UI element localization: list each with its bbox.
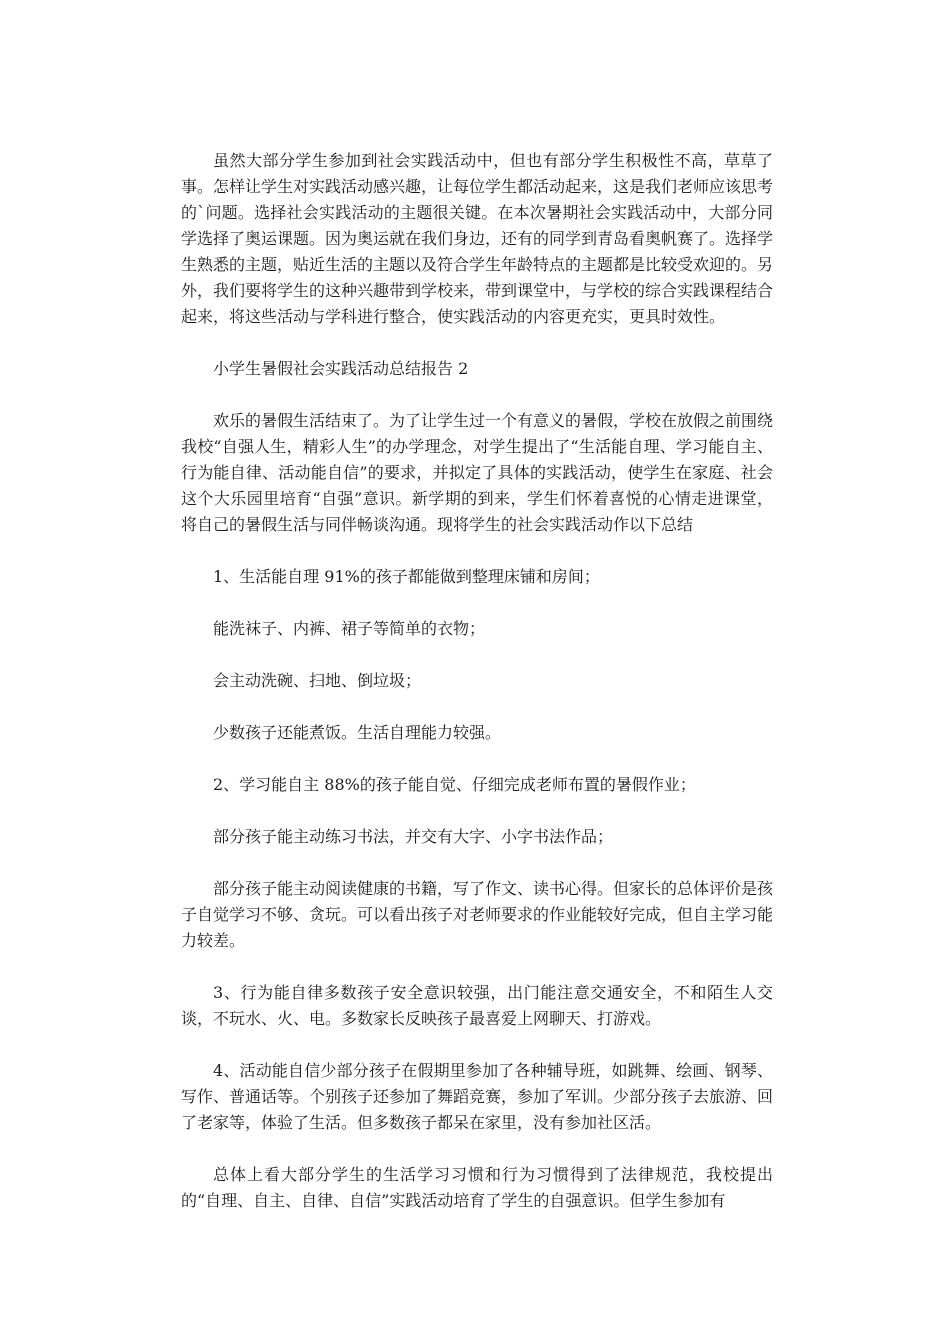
paragraph-intro: 虽然大部分学生参加到社会实践活动中，但也有部分学生积极性不高，草草了事。怎样让学生对实践活动感兴趣，让每位学生都活动起来，这是我们老师应该思考的`问题。选择社会实践活动的主题很关键。在本次暑期社会实践活动中，大部分同学选择了奥运课题。因为奥运就在我们身边，还有的同学到青岛看奥帆赛了。选择学生熟悉的主题，贴近生活的主题以及符合学生年龄特点的主题都是比较受欢迎的。另外，我们要将学生的这种兴趣带到学校来，带到课堂中，与学校的综合实践课程结合起来，将这些活动与学科进行整合，使实践活动的内容更充实，更具时效性。 — [181, 151, 774, 326]
item-self-discipline: 3、行为能自律多数孩子安全意识较强，出门能注意交通安全，不和陌生人交谈，不玩水、火、电。多数家长反映孩子最喜爱上网聊天、打游戏。 — [181, 983, 773, 1028]
paragraph-conclusion: 总体上看大部分学生的生活学习习惯和行为习惯得到了法律规范，我校提出的“自理、自主、自律、自信”实践活动培育了学生的自强意识。但学生参加有 — [181, 1165, 773, 1210]
item-self-care-chores: 会主动洗碗、扫地、倒垃圾； — [213, 671, 422, 690]
document-body — [181, 148, 773, 1214]
item-self-study: 2、学习能自主 88%的孩子能自觉、仔细完成老师布置的暑假作业； — [213, 775, 696, 794]
item-self-study-calligraphy: 部分孩子能主动练习书法，并交有大字、小字书法作品； — [213, 827, 614, 846]
item-self-confidence: 4、活动能自信少部分孩子在假期里参加了各种辅导班，如跳舞、绘画、钢琴、写作、普通话等。个别孩子还参加了舞蹈竞赛，参加了军训。少部分孩子去旅游、回了老家等，体验了生活。但多数孩子都呆在家里，没有参加社区活。 — [181, 1061, 774, 1132]
item-self-care: 1、生活能自理 91%的孩子都能做到整理床铺和房间； — [213, 567, 600, 586]
item-self-study-reading: 部分孩子能主动阅读健康的书籍，写了作文、读书心得。但家长的总体评价是孩子自觉学习不够、贪玩。可以看出孩子对老师要求的作业能较好完成，但自主学习能力较差。 — [181, 879, 774, 950]
paragraph-summary-intro: 欢乐的暑假生活结束了。为了让学生过一个有意义的暑假，学校在放假之前围绕我校“自强人生，精彩人生”的办学理念，对学生提出了“生活能自理、学习能自主、行为能自律、活动能自信”的要求，并拟定了具体的实践活动，使学生在家庭、社会这个大乐园里培育“自强”意识。新学期的到来，学生们怀着喜悦的心情走进课堂，将自己的暑假生活与同伴畅谈沟通。现将学生的社会实践活动作以下总结 — [181, 411, 774, 534]
item-self-care-laundry: 能洗袜子、内裤、裙子等简单的衣物； — [213, 619, 486, 638]
section-heading: 小学生暑假社会实践活动总结报告 2 — [213, 359, 469, 378]
item-self-care-cooking: 少数孩子还能煮饭。生活自理能力较强。 — [213, 723, 502, 742]
